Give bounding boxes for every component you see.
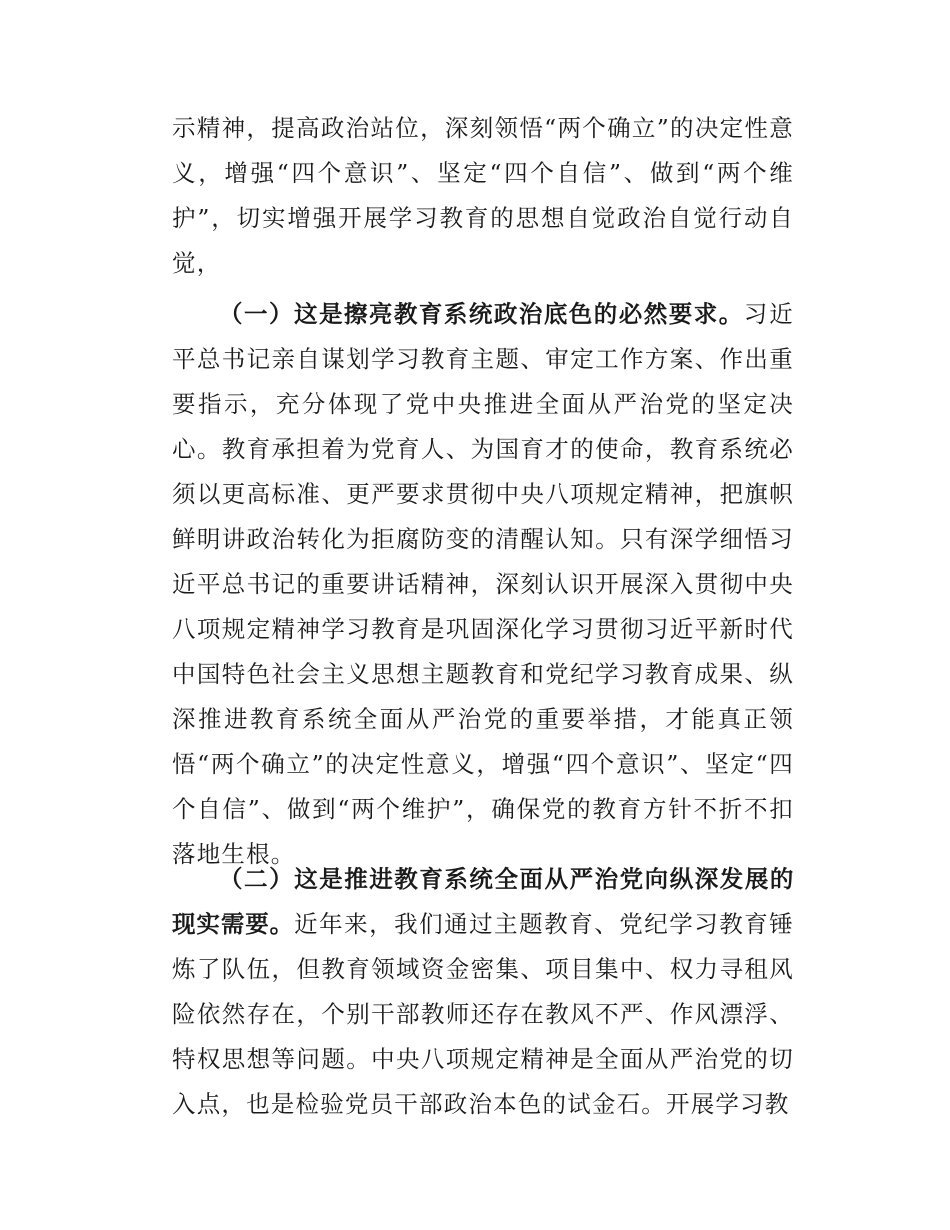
section-one-paragraph xyxy=(172,292,794,877)
section-one-body: 习近平总书记亲自谋划学习教育主题、审定工作方案、作出重要指示，充分体现了党中央推进全面从严治党的坚定决心。教育承担着为党育人、为国育才的使命，教育系统必须以更高标准、更严要求贯彻中央八项规定精神，把旗帜鲜明讲政治转化为拒腐防变的清醒认知。只有深学细悟习近平总书记的重要讲话精神，深刻认识开展深入贯彻中央八项规定精神学习教育是巩固深化学习贯彻习近平新时代中国特色社会主义思想主题教育和党纪学习教育成果、纵深推进教育系统全面从严治党的重要举措，才能真正领悟“两个确立”的决定性意义，增强“四个意识”、坚定“四个自信”、做到“两个维护”，确保党的教育方针不折不扣落地生根。 xyxy=(172,300,794,868)
section-two-paragraph xyxy=(172,857,794,1127)
paragraph-continuation xyxy=(172,106,794,286)
section-two-heading: （二）这是推进教育系统全面从严治党向纵深发展的现实需要。 xyxy=(172,865,794,938)
paragraph-text: 示精神，提高政治站位，深刻领悟“两个确立”的决定性意义，增强“四个意识”、坚定“四个自信”、做到“两个维护”，切实增强开展学习教育的思想自觉政治自觉行动自觉， xyxy=(172,114,794,277)
section-one-heading: （一）这是擦亮教育系统政治底色的必然要求。 xyxy=(219,300,744,328)
section-two-body: 近年来，我们通过主题教育、党纪学习教育锤炼了队伍，但教育领域资金密集、项目集中、权力寻租风险依然存在，个别干部教师还存在教风不严、作风漂浮、特权思想等问题。中央八项规定精神是全面从严治党的切入点，也是检验党员干部政治本色的试金石。开展学习教 xyxy=(172,910,794,1118)
